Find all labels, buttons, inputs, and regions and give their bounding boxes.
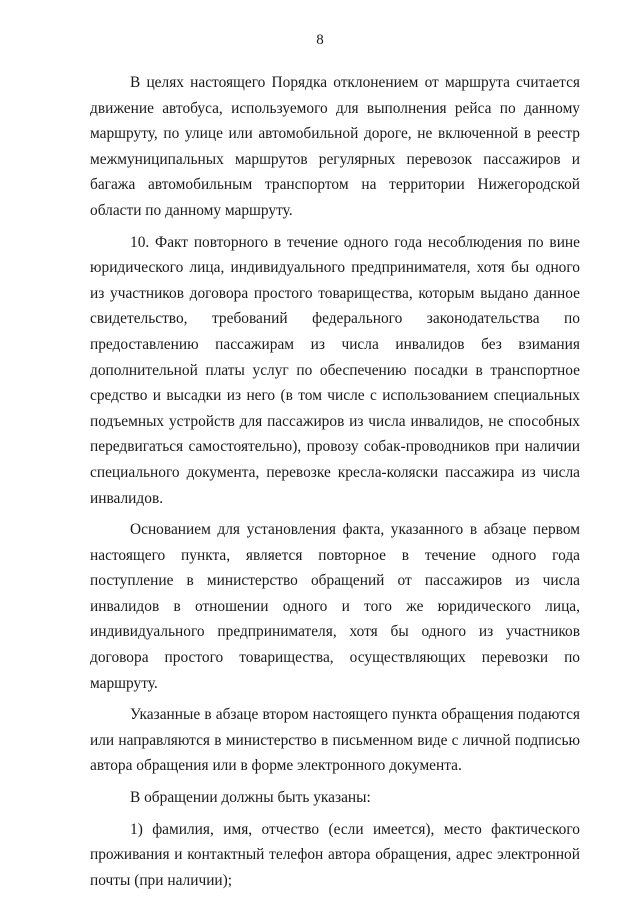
document-body: [90, 70, 580, 893]
paragraph-route-deviation: В целях настоящего Порядка отклонением от маршрута считается движение автобуса, используемого для выполнения рейса по данному маршруту, по улице или автомобильной дороге, не включенной в реестр межмуниципальных маршрутов регулярных перевозок пассажиров и багажа автомобильным транспортом на территории Нижегородской области по данному маршруту.: [90, 74, 580, 219]
page-number: 8: [316, 32, 324, 48]
paragraph-list-item-1: 1) фамилия, имя, отчество (если имеется), место фактического проживания и контактный телефон автора обращения, адрес электронной почты (при наличии);: [90, 820, 580, 889]
paragraph-submission: Указанные в абзаце втором настоящего пункта обращения подаются или направляются в министерство в письменном виде с личной подписью автора обращения или в форме электронного документа.: [90, 706, 580, 775]
paragraph-required-fields: В обращении должны быть указаны:: [130, 789, 371, 807]
paragraph-grounds: Основанием для установления факта, указанного в абзаце первом настоящего пункта, является повторное в течение одного года поступление в министерство обращений от пассажиров из числа инвалидов в отношении одного и того же юридического лица, индивидуального предпринимателя, хотя бы одного из участников договора простого товарищества, осуществляющих перевозки по маршруту.: [90, 521, 580, 692]
paragraph-item-10: 10. Факт повторного в течение одного года несоблюдения по вине юридического лица, индивидуального предпринимателя, хотя бы одного из участников договора простого товарищества, которым выдано данное свидетельство, требований федерального законодательства по предоставлению пассажирам из числа инвалидов без взимания дополнительной платы услуг по обеспечению посадки в транспортное средство и высадки из него (в том числе с использованием специальных подъемных устройств для пассажиров из числа инвалидов, не способных передвигаться самостоятельно), провозу собак-проводников при наличии специального документа, перевозке кресла-коляски пассажира из числа инвалидов.: [90, 233, 580, 507]
